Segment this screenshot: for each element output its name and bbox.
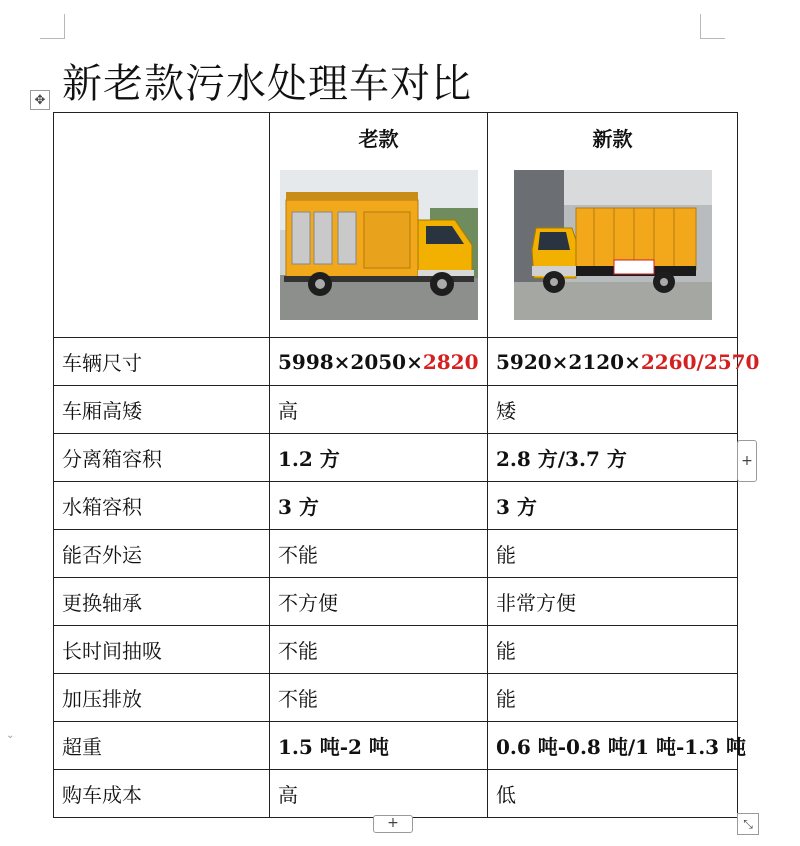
row-label-cell[interactable]: 车辆尺寸 (54, 338, 270, 386)
new-value-cell[interactable]: 矮 (488, 386, 738, 434)
new-value-text: 5920×2120× (496, 349, 641, 374)
document-title: 新老款污水处理车对比 (62, 61, 472, 107)
old-value-cell[interactable]: 不能 (270, 674, 488, 722)
table-row (54, 530, 738, 578)
row-label-cell[interactable]: 车厢高矮 (54, 386, 270, 434)
old-truck-image (280, 170, 478, 320)
old-value-cell[interactable]: 高 (270, 770, 488, 818)
old-value-cell[interactable]: 1.2 方 (270, 434, 488, 482)
plus-icon: + (387, 815, 399, 831)
new-value-cell[interactable]: 低 (488, 770, 738, 818)
table-row (54, 770, 738, 818)
row-label-cell[interactable]: 分离箱容积 (54, 434, 270, 482)
row-label-cell[interactable]: 水箱容积 (54, 482, 270, 530)
row-label-cell[interactable]: 购车成本 (54, 770, 270, 818)
crop-mark-top-left (40, 14, 65, 39)
new-value-cell[interactable]: 0.6 吨-0.8 吨/1 吨-1.3 吨 (488, 722, 738, 770)
table-row (54, 482, 738, 530)
add-row-button[interactable] (373, 815, 413, 833)
new-value-cell[interactable]: 能 (488, 530, 738, 578)
table-row (54, 434, 738, 482)
header-new-cell[interactable] (488, 113, 738, 338)
resize-icon: ⤡ (743, 817, 753, 831)
move-icon: ✥ (34, 92, 46, 108)
table-row (54, 578, 738, 626)
table-header-row (54, 113, 738, 338)
old-value-cell[interactable]: 不方便 (270, 578, 488, 626)
old-value-cell[interactable] (270, 338, 488, 386)
new-value-cell[interactable]: 3 方 (488, 482, 738, 530)
table-row (54, 386, 738, 434)
table-row (54, 674, 738, 722)
new-value-cell[interactable]: 2.8 方/3.7 方 (488, 434, 738, 482)
new-value-cell[interactable]: 能 (488, 626, 738, 674)
old-value-text: 5998×2050× (278, 349, 423, 374)
table-row (54, 626, 738, 674)
plus-icon: + (741, 453, 753, 469)
old-value-highlight: 2820 (422, 349, 479, 374)
header-new-label: 新款 (592, 127, 633, 151)
table-row (54, 338, 738, 386)
header-old-cell[interactable] (270, 113, 488, 338)
add-column-button[interactable] (737, 440, 757, 482)
row-label-cell[interactable]: 加压排放 (54, 674, 270, 722)
new-value-cell[interactable]: 非常方便 (488, 578, 738, 626)
row-label-cell[interactable]: 超重 (54, 722, 270, 770)
comparison-table (53, 112, 760, 818)
row-label-cell[interactable]: 更换轴承 (54, 578, 270, 626)
row-label-cell[interactable]: 能否外运 (54, 530, 270, 578)
old-value-cell[interactable]: 高 (270, 386, 488, 434)
old-value-cell[interactable]: 不能 (270, 530, 488, 578)
new-value-cell[interactable]: 能 (488, 674, 738, 722)
old-value-cell[interactable]: 3 方 (270, 482, 488, 530)
header-corner-cell[interactable] (54, 113, 270, 338)
table-move-handle[interactable] (30, 90, 50, 110)
header-old-label: 老款 (358, 127, 399, 151)
old-value-cell[interactable]: 不能 (270, 626, 488, 674)
chevron-down-icon: ⌄ (6, 730, 15, 741)
table-row (54, 722, 738, 770)
row-label-cell[interactable]: 长时间抽吸 (54, 626, 270, 674)
new-truck-image (514, 170, 712, 320)
old-value-cell[interactable]: 1.5 吨-2 吨 (270, 722, 488, 770)
new-value-highlight: 2260/2570 (640, 349, 760, 374)
table-resize-handle[interactable] (737, 813, 759, 835)
crop-mark-top-right (700, 14, 725, 39)
new-value-cell[interactable] (488, 338, 760, 386)
